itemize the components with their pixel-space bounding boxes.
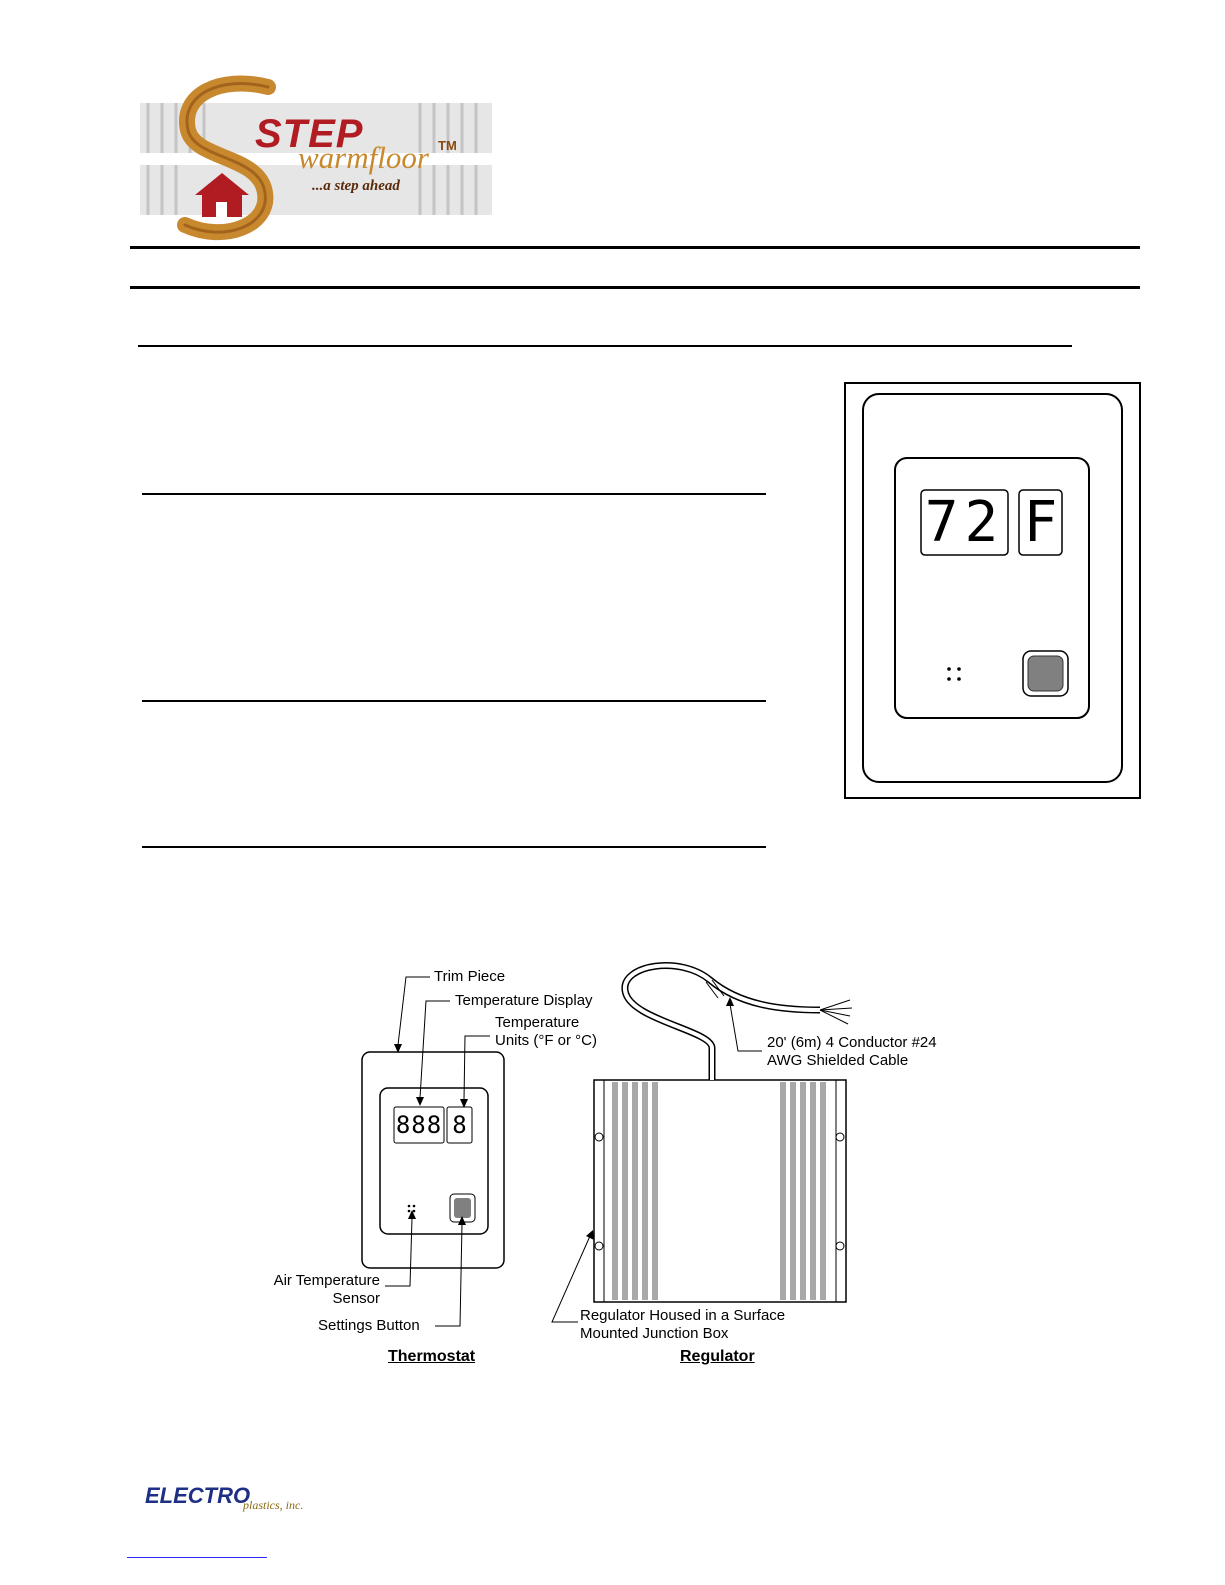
electro-logo-main: ELECTRO (145, 1483, 251, 1508)
label-cable-line2: AWG Shielded Cable (767, 1052, 909, 1069)
label-trim-piece: Trim Piece (434, 968, 506, 985)
header-rule-bottom (130, 286, 1140, 289)
label-regulator-line1: Regulator Housed in a Surface (580, 1307, 786, 1324)
logo-trademark: TM (438, 138, 457, 153)
header-rule-top (130, 246, 1140, 249)
label-air-sensor-line1: Air Temperature (273, 1272, 380, 1289)
electro-logo-sub: plastics, inc. (243, 1498, 304, 1512)
label-settings-button: Settings Button (318, 1317, 420, 1334)
diagram-display-unit-digit: 8 (452, 1111, 467, 1139)
label-regulator-line2: Mounted Junction Box (580, 1325, 729, 1342)
caption-thermostat: Thermostat (388, 1348, 476, 1365)
logo-warmfloor-text: warmfloor (298, 140, 429, 175)
section-rule-2 (142, 700, 766, 702)
thermostat-illustration (844, 382, 1141, 799)
thermostat-temperature-readout: 72 (924, 490, 1005, 555)
footer-link-underline[interactable] (127, 1557, 267, 1558)
electro-plastics-logo (145, 1483, 315, 1515)
label-temperature-units-line1: Temperature (495, 1014, 580, 1031)
logo-tagline: ...a step ahead (312, 178, 400, 194)
section-rule-3 (142, 846, 766, 848)
section-rule-1 (142, 493, 766, 495)
label-air-sensor-line2: Sensor (332, 1290, 380, 1307)
label-cable-line1: 20' (6m) 4 Conductor #24 (767, 1034, 937, 1051)
section-rule (138, 345, 1072, 347)
logo-step-text: STEP (255, 112, 364, 156)
thermostat-unit-readout: F (1023, 490, 1058, 555)
label-temperature-units-line2: Units (°F or °C) (495, 1032, 597, 1049)
diagram-display-digits: 888 (395, 1111, 443, 1139)
label-temperature-display: Temperature Display (455, 992, 593, 1009)
caption-regulator: Regulator (680, 1348, 755, 1365)
